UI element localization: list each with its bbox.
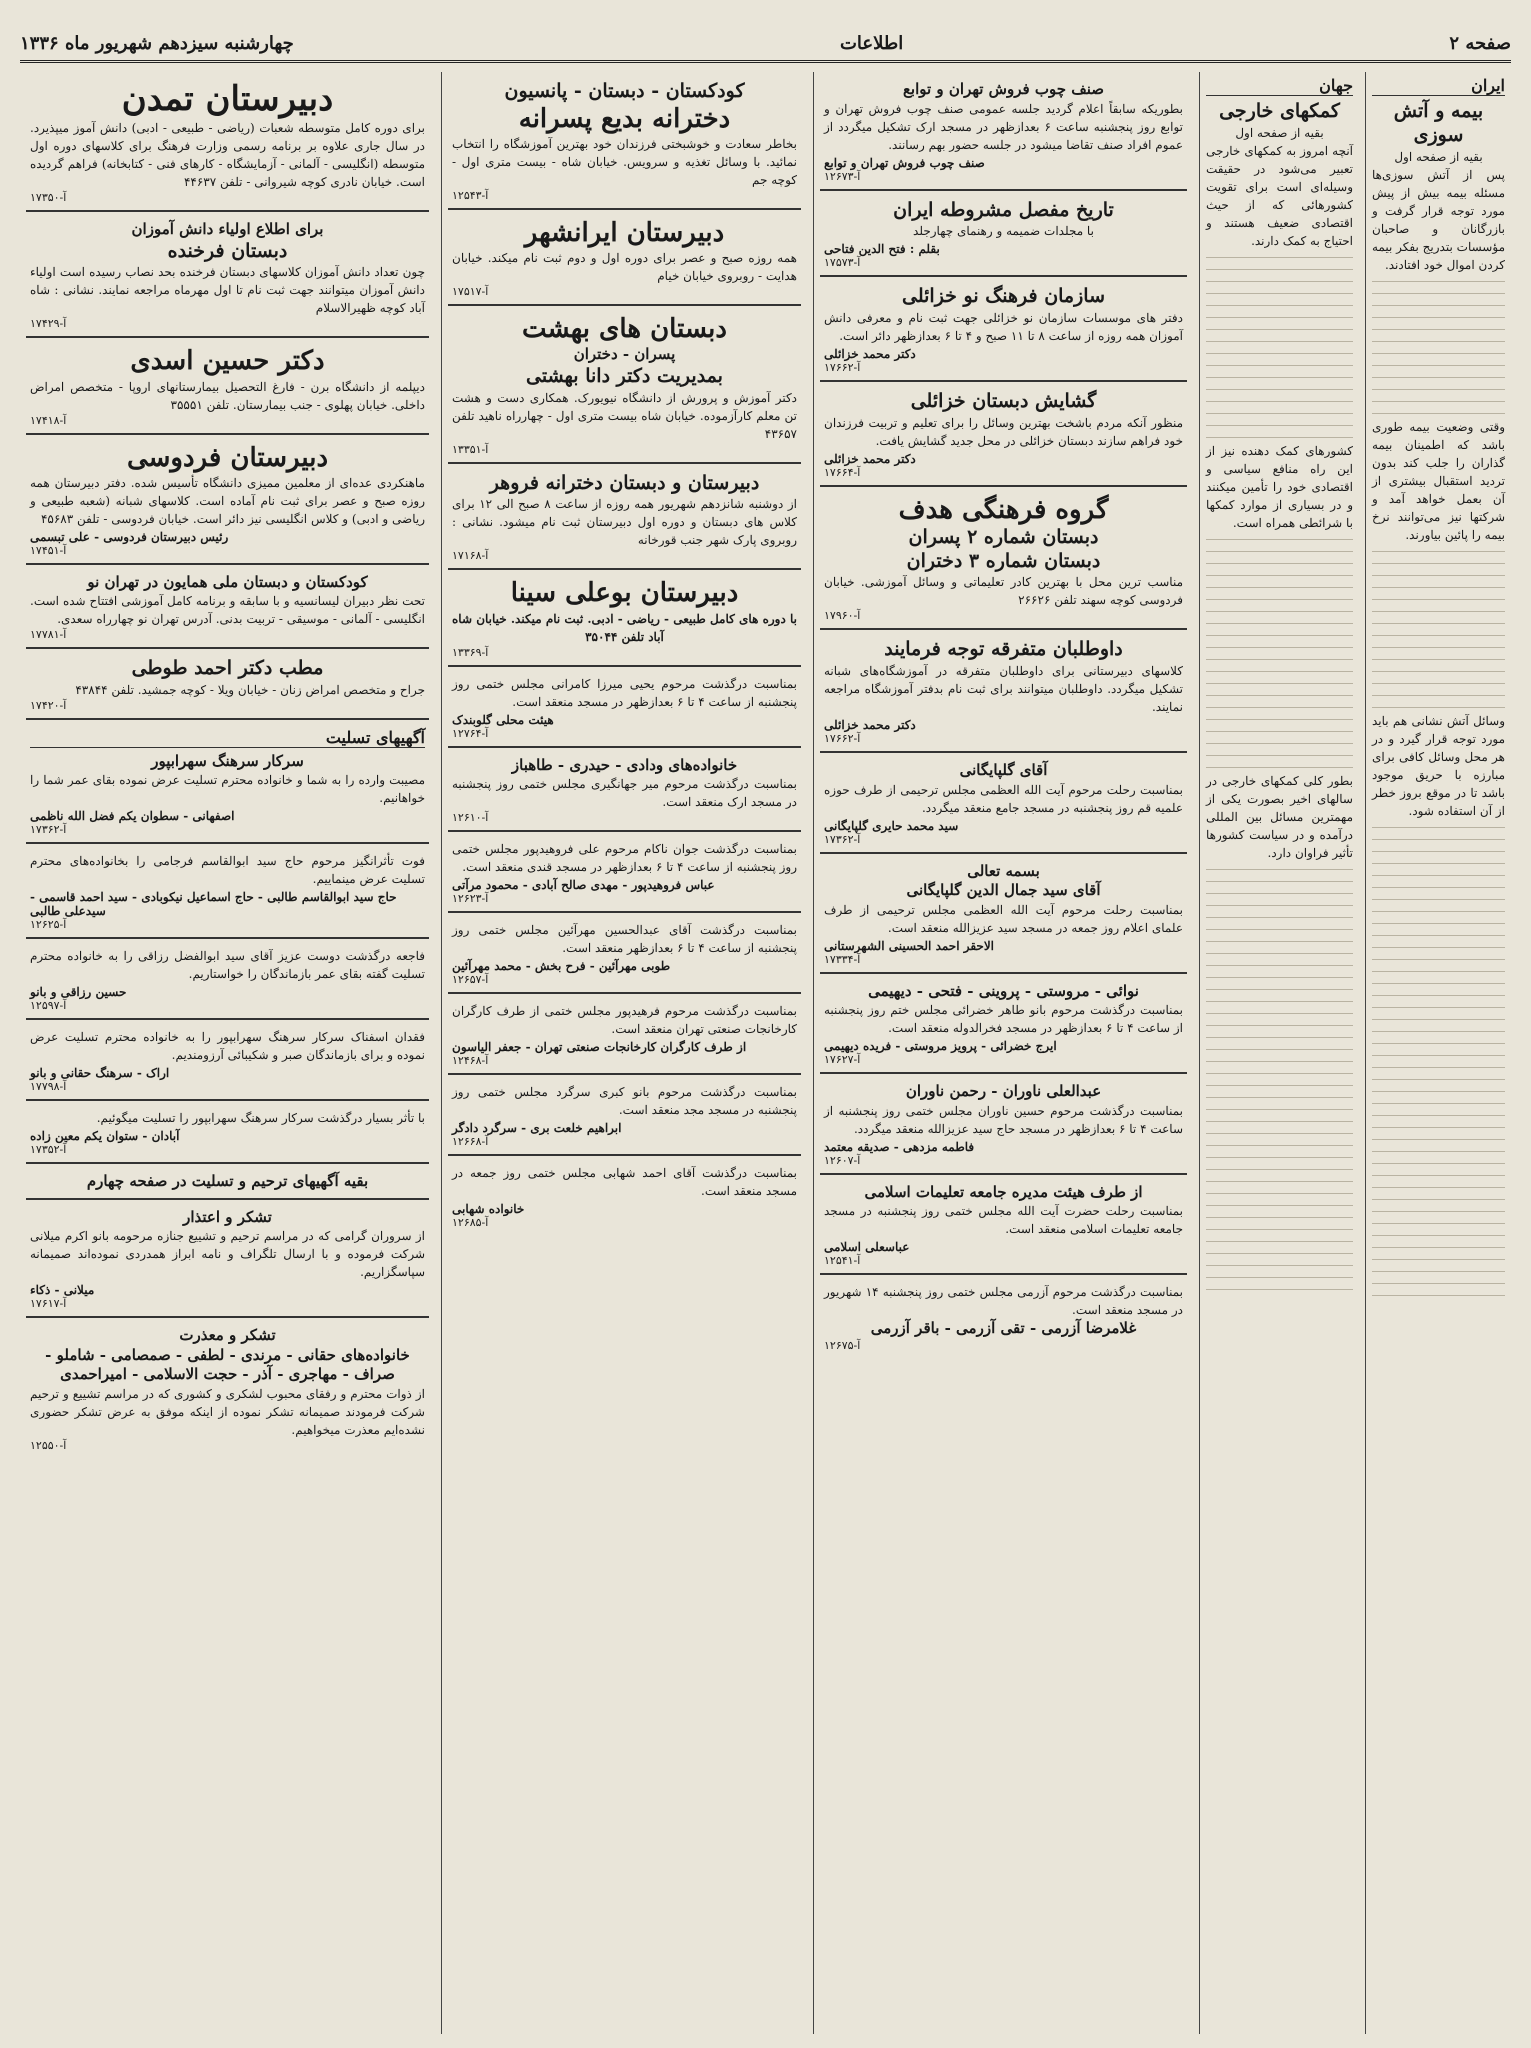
ad-text: مصیبت وارده را به شما و خانواده محترم تسلیت عرض نموده بقای عمر شما را خواهانیم. xyxy=(30,773,425,806)
ad-title: دبیرستان فردوسی xyxy=(126,442,329,473)
ad-title: دبستان های بهشت xyxy=(522,314,727,345)
ad-text: بمناسبت درگذشت مرحوم یحیی میرزا کامرانی مجلس ختمی روز پنجشنبه از ساعت ۴ تا ۶ بعدازظهر در مسجد منعقد است. xyxy=(452,676,797,709)
ad-text: بمناسبت درگذشت مرحوم میر جهانگیری مجلس ختمی روز پنجشنبه در مسجد ارک منعقد است. xyxy=(452,777,797,809)
ad-text: کلاسهای دبیرستانی برای داوطلبان متفرقه در آموزشگاه‌های شبانه تشکیل میگردد. داوطلبان میتوانند برای ثبت نام بدفتر آموزشگاه مراجعه نمایند. xyxy=(824,664,1183,715)
ad-ref: ۱۷۶۶۲-آ xyxy=(824,732,861,746)
ad-signature: دکتر محمد خزائلی xyxy=(824,347,916,361)
ad-subtitle: پسران - دختران xyxy=(573,345,676,364)
ad-title: صنف چوب فروش تهران و توابع xyxy=(902,80,1105,98)
ad-signature: بقلم : فتح الدین فتاحی xyxy=(824,242,940,257)
ad-title: تشکر و اعتذار xyxy=(183,1207,272,1226)
ad-ref: ۱۷۶۱۷-آ xyxy=(30,1297,67,1311)
ad-ref: ۱۷۵۱۷-آ xyxy=(452,285,489,299)
page-number: صفحه ۲ xyxy=(1449,32,1511,54)
ad-ref: ۱۲۵۵۰-آ xyxy=(30,1438,67,1452)
ad-signature: ایرج خضرائی - پرویز مروستی - فریده دیهیمی xyxy=(824,1039,1057,1054)
article-paragraph: پس از آتش سوزی‌ها مسئله بیمه بیش از پیش مورد توجه قرار گرفت و بازرگانان و صاحبان مؤسسات بتدریج بفکر بیمه کردن اموال خود افتادند. xyxy=(1372,167,1505,272)
ad-block xyxy=(448,752,801,833)
ad-block xyxy=(820,1279,1187,1358)
ad-ref: ۱۷۶۶۲-آ xyxy=(824,361,861,374)
ad-block xyxy=(26,1105,429,1164)
ad-block xyxy=(820,1179,1187,1276)
ad-block xyxy=(448,998,801,1075)
ad-block xyxy=(448,214,801,306)
ad-title: داوطلبان متفرقه توجه فرمایند xyxy=(884,638,1123,661)
ad-text: بطوریکه سابقاً اعلام گردید جلسه عمومی صنف چوب فروش تهران و توابع روز پنجشنبه ساعت ۶ بعدازظهر در مسجد ارک تشکیل میگردد از عموم افراد صنف تقاضا میشود در جلسه حضور بهم رسانند. xyxy=(824,101,1183,152)
ad-block xyxy=(820,386,1187,487)
ad-title: دبستان فرخنده xyxy=(167,239,288,262)
ad-block xyxy=(448,671,801,748)
column-iran xyxy=(1365,72,1511,2034)
ad-ref: ۱۷۶۲۷-آ xyxy=(824,1053,861,1067)
ad-lead: برای اطلاع اولیاء دانش آموزان xyxy=(131,220,324,239)
ad-text: همه روزه صبح و عصر برای دوره اول و دوم ثبت نام میکند. خیابان هدایت - روبروی خیابان خیام xyxy=(452,251,797,284)
ad-text: بمناسبت درگذشت مرحوم بانو طاهر خضرائی مجلس ختم روز پنجشنبه از ساعت ۴ تا ۶ بعدازظهر در مسجد فخرالدوله منعقد است. xyxy=(824,1003,1183,1036)
ad-text: فاجعه درگذشت دوست عزیز آقای سید ابوالفضل رزاقی را به خانواده محترم تسلیت گفته بقای عمر بازماندگان را خواستاریم. xyxy=(30,949,425,982)
ad-block xyxy=(26,76,429,212)
ad-title: تشکر و معذرت xyxy=(179,1326,276,1345)
ad-block xyxy=(820,1078,1187,1175)
ad-text: بمناسبت درگذشت مرحوم آزرمی مجلس ختمی روز پنجشنبه ۱۴ شهریور در مسجد منعقد است. xyxy=(824,1285,1183,1318)
ad-signature: عباسعلی اسلامی xyxy=(824,1240,910,1255)
ad-ref: ۱۷۷۸۱-آ xyxy=(30,628,67,642)
ad-ref: ۱۲۶۷۳-آ xyxy=(824,169,861,183)
ad-ref: ۱۷۴۱۸-آ xyxy=(30,413,67,427)
ad-text: بمناسبت درگذشت مرحوم حسین ناوران مجلس ختمی روز پنجشنبه از ساعت ۴ تا ۶ بعدازظهر در مسجد حاج سید عزیزالله منعقد میگردد. xyxy=(824,1103,1183,1136)
ad-signature: سید محمد حایری گلپایگانی xyxy=(824,818,959,833)
ad-block xyxy=(26,216,429,338)
ad-signature: طوبی مهرآئین - فرح بخش - محمد مهرآئین xyxy=(452,959,671,973)
ad-block xyxy=(26,724,429,845)
ad-ref: ۱۲۴۶۸-آ xyxy=(452,1054,489,1067)
ad-title: سازمان فرهنگ نو خزائلی xyxy=(902,285,1105,308)
ad-block xyxy=(448,468,801,571)
ad-signature: فاطمه مزدهی - صدیقه معتمد xyxy=(824,1139,975,1154)
ad-title: تاریخ مفصل مشروطه ایران xyxy=(893,198,1114,221)
issue-date: چهارشنبه سیزدهم شهریور ماه ۱۳۳۶ xyxy=(20,32,294,54)
ad-text: از ذوات محترم و رفقای محبوب لشکری و کشوری که در مراسم تشییع و ترحیم شرکت فرمودند صمیمانه تشکر نموده از اینکه موفق به عرض تشکر حضوری نشده‌ایم معذرت میخواهیم. xyxy=(30,1386,425,1437)
ad-signature: میلانی - ذکاء xyxy=(30,1283,95,1298)
ad-signature: حسین رزاقی و بانو xyxy=(30,985,127,1000)
ad-ref: ۱۲۵۴۱-آ xyxy=(824,1254,861,1268)
ad-subtitle: بمدیریت دکتر دانا بهشتی xyxy=(526,364,723,387)
ad-block xyxy=(820,195,1187,278)
ad-ref: ۱۷۳۶۲-آ xyxy=(30,823,67,837)
ad-text: با مجلدات ضمیمه و رهنمای چهارجلد xyxy=(913,224,1094,239)
ad-block xyxy=(820,76,1187,191)
ad-block xyxy=(448,574,801,666)
ad-title: از طرف هیئت مدیره جامعه تعلیمات اسلامی xyxy=(864,1182,1143,1201)
text-block xyxy=(1372,827,1505,1300)
ad-block xyxy=(448,310,801,463)
ad-signature: دکتر محمد خزائلی xyxy=(824,451,916,466)
ad-ref: ۱۲۶۸۵-آ xyxy=(452,1216,489,1229)
ad-signature: عباس فروهیدپور - مهدی صالح آبادی - محمود مرآتی xyxy=(452,878,715,892)
ad-title: دکتر حسین اسدی xyxy=(130,346,325,377)
ad-ref: ۱۲۶۶۸-آ xyxy=(452,1135,489,1148)
article-lead: بقیه از صفحه اول xyxy=(1394,149,1483,164)
ad-title: گشایش دبستان خزائلی xyxy=(910,390,1097,412)
ad-block xyxy=(26,569,429,650)
section-label: جهان xyxy=(1206,76,1353,96)
column-world xyxy=(1199,72,1359,2034)
article-title: بیمه و آتش سوزی xyxy=(1393,100,1484,146)
ad-subtitle: دبستان شماره ۳ دختران xyxy=(906,549,1101,572)
ad-block xyxy=(820,757,1187,854)
ad-text: با دوره های کامل طبیعی - ریاضی - ادبی. ثبت نام میکند. خیابان شاه آباد تلفن ۳۵۰۴۴ xyxy=(452,611,797,644)
article-lead: بقیه از صفحه اول xyxy=(1235,125,1324,140)
ad-block xyxy=(820,281,1187,382)
section-label: ایران xyxy=(1372,76,1505,96)
ad-ref: ۱۷۵۷۳-آ xyxy=(824,256,861,270)
ad-block xyxy=(26,943,429,1020)
ad-block xyxy=(820,634,1187,753)
ad-text: ماهنکردی عده‌ای از معلمین ممیزی دانشگاه تأسیس شده. دفتر دبیرستان همه روزه صبح و عصر برای ثبت نام آماده است. کلاسهای شبانه (شعبه طبیعی و ریاضی و ادبی) و کلاس انگلیسی نیز دائر است. خیابان فردوسی - تلفن ۴۵۶۸۳ xyxy=(30,475,425,526)
ad-ref: ۱۲۶۱۰-آ xyxy=(452,811,489,824)
ad-title: آقای گلپایگانی xyxy=(959,761,1048,780)
article-paragraph: کشورهای کمک دهنده نیز از این راه منافع سیاسی و اقتصادی خود را تأمین میکنند و در بسیاری از موارد کمکها با شرائطی همراه است. xyxy=(1206,443,1353,530)
ad-block xyxy=(26,1168,429,1200)
ad-block xyxy=(820,978,1187,1075)
ad-block xyxy=(26,1024,429,1101)
ad-text: دکتر آموزش و پرورش از دانشگاه نیویورک. همکاری دست و هشت تن معلم کارآزموده. خیابان شاه بیست متری اول - چهارراه ناهید تلفن ۴۳۶۵۷ xyxy=(452,390,797,441)
column-ads-3 xyxy=(813,72,1193,2034)
ad-text: بمناسبت درگذشت مرحوم بانو کبری سرگرد مجلس ختمی روز پنجشنبه در مسجد مجد منعقد است. xyxy=(452,1085,797,1117)
ad-block xyxy=(448,1160,801,1235)
ad-ref: ۱۲۶۰۷-آ xyxy=(824,1153,861,1167)
ad-signature: هیئت محلی گلوبندک xyxy=(452,712,554,727)
ad-title: سرکار سرهنگ سهرابپور xyxy=(151,751,304,770)
article-paragraph: وقتی وضعیت بیمه طوری باشد که اطمینان بیمه گذاران را جلب کند بدون تردید استقبال بیشتری از آن بعمل خواهد آمد و شرکتها نیز می‌توانند نرخ بیمه را پائین بیاورند. xyxy=(1372,419,1505,542)
text-block xyxy=(1372,281,1505,418)
ad-text: بمناسبت درگذشت آقای عبدالحسین مهرآئین مجلس ختمی روز پنجشنبه از ساعت ۴ تا ۶ بعدازظهر منعقد است. xyxy=(452,923,797,955)
ad-ref: ۱۲۶۲۳-آ xyxy=(452,892,489,905)
ad-text: چون تعداد دانش آموزان کلاسهای دبستان فرخنده بحد نصاب رسیده است اولیاء دانش آموزان میتوانند جهت ثبت نام تا اول مهرماه مراجعه نمایند. نشانی : شاه آباد کوچه ظهیرالاسلام xyxy=(30,265,425,316)
ad-title: خانواده‌های ودادی - حیدری - طاهباز xyxy=(511,755,738,774)
ad-text: با تأثر بسیار درگذشت سرکار سرهنگ سهرابپور را تسلیت میگوئیم. xyxy=(96,1111,425,1126)
ad-block xyxy=(820,858,1187,974)
ad-title: غلامرضا آزرمی - تقی آزرمی - باقر آزرمی xyxy=(870,1319,1137,1338)
ad-ref: ۱۷۴۲۰-آ xyxy=(30,698,67,712)
ad-block xyxy=(26,439,429,565)
paper-name: اطلاعات xyxy=(839,32,904,54)
ad-subtitle: دبستان شماره ۲ پسران xyxy=(908,525,1099,548)
text-block xyxy=(1206,257,1353,442)
ad-ref: ۱۷۳۳۴-آ xyxy=(824,952,861,966)
ad-text: مناسب ترین محل با بهترین کادر تعلیماتی و وسائل آموزشی. خیابان فردوسی کوچه سهند تلفن ۲۶۶۲۶ xyxy=(824,575,1183,608)
text-block xyxy=(1372,551,1505,712)
ad-title: بقیه آگهیهای ترحیم و تسلیت در صفحه چهارم xyxy=(86,1172,369,1191)
ad-text: بمناسبت درگذشت آقای احمد شهابی مجلس ختمی روز جمعه در مسجد منعقد است. xyxy=(452,1166,797,1198)
ad-block xyxy=(448,917,801,994)
ad-title: کودکستان - دبستان - پانسیون xyxy=(504,80,745,102)
ad-text: از سروران گرامی که در مراسم ترحیم و تشییع جنازه مرحومه بانو اکرم میلانی شرکت فرموده و با ارسال تلگراف و نامه ابراز همدردی نموده‌اند صمیمانه سپاسگزاریم. xyxy=(30,1229,425,1280)
ad-signature: صنف چوب فروش تهران و توابع xyxy=(824,155,985,170)
ad-title: مطب دکتر احمد طوطی xyxy=(131,657,324,680)
ad-text: فوت تأثرانگیز مرحوم حاج سید ابوالقاسم فرجامی را بخانواده‌های محترم تسلیت عرض مینماییم. xyxy=(30,854,425,887)
ad-ref: ۱۷۷۹۸-آ xyxy=(30,1080,67,1094)
ad-ref: ۱۷۹۶۰-آ xyxy=(824,609,861,623)
ad-ref: ۱۲۵۴۳-آ xyxy=(452,188,489,202)
ad-text: بخاطر سعادت و خوشبختی فرزندان خود بهترین آموزشگاه را انتخاب نمائید. با وسائل تغذیه و سرویس. خیابان شاه - بیست متری اول - کوچه جم xyxy=(452,136,797,187)
ad-block xyxy=(26,1322,429,1458)
ad-signature: آبادان - ستوان یکم معین زاده xyxy=(30,1129,180,1144)
article-title: کمکهای خارجی xyxy=(1219,100,1340,122)
ad-text: بمناسبت درگذشت مرحوم فرهیدپور مجلس ختمی از طرف کارگران کارخانجات صنعتی تهران منعقد است. xyxy=(452,1004,797,1036)
ad-subtitle: دخترانه بدیع پسرانه xyxy=(518,103,731,134)
ad-text: جراح و متخصص امراض زنان - خیابان ویلا - کوچه جمشید. تلفن ۴۳۸۴۴ xyxy=(75,682,425,697)
ad-title: دبیرستان و دبستان دخترانه فروهر xyxy=(489,471,760,494)
column-ads-4 xyxy=(441,72,807,2034)
ad-signature: خانواده شهابی xyxy=(452,1202,525,1216)
column-ads-5 xyxy=(20,72,435,2034)
ad-ref: ۱۳۳۶۹-آ xyxy=(452,645,489,659)
ad-signature: از طرف کارگران کارخانجات صنعتی تهران - جعفر الیاسون xyxy=(452,1040,747,1054)
text-block xyxy=(1206,869,1353,1294)
ad-ref: ۱۲۷۶۴-آ xyxy=(452,726,489,740)
ad-signature: رئیس دبیرستان فردوسی - علی تبسمی xyxy=(30,529,229,544)
ad-ref: ۱۷۱۶۸-آ xyxy=(452,549,489,563)
section-label: آگهیهای تسلیت xyxy=(30,728,425,748)
ad-text: دیپلمه از دانشگاه برن - فارغ التحصیل بیمارستانهای اروپا - متخصص امراض داخلی. خیابان پهلوی - جنب بیمارستان. تلفن ۳۵۵۵۱ xyxy=(30,379,425,412)
article-paragraph: آنچه امروز به کمکهای خارجی تعبیر می‌شود در حقیقت وسیله‌ای است برای تقویت کشورهائی که از حیث اقتصادی ضعیف هستند و احتیاج به کمک دارند. xyxy=(1206,143,1353,248)
ad-text: فقدان اسفناک سرکار سرهنگ سهرابپور را به خانواده محترم تسلیت عرض نموده و برای بازماندگان صبر و شکیبائی آرزومندیم. xyxy=(30,1030,425,1063)
article-paragraph: بطور کلی کمکهای خارجی در سالهای اخیر بصورت یکی از مهمترین مسائل بین المللی درآمده و در سیاست کشورها تأثیر فراوان دارد. xyxy=(1206,773,1353,860)
ad-ref: ۱۷۳۵۰-آ xyxy=(30,191,67,205)
ad-signature: حاج سید ابوالقاسم طالبی - حاج اسماعیل نیکوبادی - سید احمد قاسمی - سیدعلی طالبی xyxy=(30,890,397,919)
ad-block xyxy=(448,836,801,913)
ad-block xyxy=(820,491,1187,631)
ad-text: تحت نظر دبیران لیسانسیه و با سابقه و برنامه کامل آموزشی افتتاح شده است. انگلیسی - آلمانی - موسیقی - تربیت بدنی. آدرس تهران نو چهارراه سعدی. xyxy=(30,594,425,627)
ad-title: بسمه تعالی xyxy=(967,861,1040,880)
ad-title: عبدالعلی ناوران - رحمن ناوران xyxy=(905,1082,1102,1101)
ad-block xyxy=(26,342,429,434)
ad-ref: ۱۷۴۵۱-آ xyxy=(30,543,67,557)
ad-text: منظور آنکه مردم باشخت بهترین وسائل را برای تعلیم و تربیت فرزندان خود فراهم سازند دبستان خزائلی در محل جدید گشایش یافت. xyxy=(824,415,1183,448)
ad-signature: اراک - سرهنگ حقانی و بانو xyxy=(30,1066,170,1081)
ad-block xyxy=(448,76,801,210)
ad-ref: ۱۲۶۷۵-آ xyxy=(824,1338,861,1352)
ad-title: دبیرستان ایرانشهر xyxy=(524,217,725,248)
ad-ref: ۱۷۳۵۲-آ xyxy=(30,1143,67,1157)
ad-text: بمناسبت رحلت حضرت آیت الله مجلس ختمی روز پنجشنبه در مسجد جامعه تعلیمات اسلامی منعقد است. xyxy=(824,1204,1183,1237)
ad-text: دفتر های موسسات سازمان نو خزائلی جهت ثبت نام و معرفی دانش آموزان همه روزه از ساعت ۸ تا ۱۱ صبح و ۴ تا ۶ بعدازظهر دائر است. xyxy=(824,311,1183,343)
ad-text: از دوشنبه شانزدهم شهریور همه روزه از ساعت ۸ صبح الی ۱۲ برای کلاس های دبستان و دوره اول دبیرستان ثبت نام میشود. نشانی : روبروی پارک شهر جنب قورخانه xyxy=(452,497,797,548)
text-block xyxy=(1206,539,1353,772)
ad-title: دبیرستان تمدن xyxy=(121,79,334,119)
ad-block xyxy=(448,1079,801,1156)
ad-text: بمناسبت رحلت مرحوم آیت الله العظمی مجلس ترحیمی از طرف علمای اعلام روز جمعه در مسجد سید عزیزالله منعقد است. xyxy=(824,902,1183,935)
ad-text: بمناسبت رحلت مرحوم آیت الله العظمی مجلس ترحیمی از طرف حوزه علمیه قم روز پنجشنبه در مسجد جامع منعقد میگردد. xyxy=(824,782,1183,815)
ad-ref: ۱۲۶۲۵-آ xyxy=(30,918,67,932)
ad-subtitle: خانواده‌های حقانی - مرندی - لطفی - صمصامی - شاملو - صراف - مهاجری - آذر - حجت الاسلامی - امیراحمدی xyxy=(45,1345,410,1384)
ad-title: گروه فرهنگی هدف xyxy=(898,494,1109,525)
ad-title: نوائی - مروستی - پروینی - فتحی - دیهیمی xyxy=(868,981,1139,1000)
ad-block xyxy=(26,653,429,720)
ad-signature: الاحقر احمد الحسینی الشهرستانی xyxy=(824,938,995,953)
ad-block xyxy=(26,1204,429,1319)
ad-text: بمناسبت درگذشت جوان ناکام مرحوم علی فروهیدپور مجلس ختمی روز پنجشنبه از ساعت ۴ تا ۶ بعدازظهر در مسجد قندی منعقد است. xyxy=(452,842,797,874)
ad-ref: ۱۲۵۹۷-آ xyxy=(30,999,67,1013)
ad-signature: دکتر محمد خزائلی xyxy=(824,718,916,733)
ad-ref: ۱۷۴۲۹-آ xyxy=(30,317,67,331)
ad-ref: ۱۷۶۶۴-آ xyxy=(824,465,861,479)
ad-text: برای دوره کامل متوسطه شعبات (ریاضی - طبیعی - ادبی) دانش آموز میپذیرد. در سال جاری علاوه بر برنامه رسمی وزارت فرهنگ برای کلاسهای دوره اول متوسطه (انگلیسی - آلمانی - آزمایشگاه - کارهای فنی - کتابخانه) فراهم گردیده است. خیابان نادری کوچه شیروانی - تلفن ۴۴۶۳۷ xyxy=(30,121,425,190)
ad-block xyxy=(26,848,429,939)
ad-title: کودکستان و دبستان ملی همایون در تهران نو xyxy=(87,572,368,591)
ad-ref: ۱۷۳۶۲-آ xyxy=(824,832,861,846)
ad-ref: ۱۲۶۵۷-آ xyxy=(452,973,489,986)
ad-ref: ۱۳۳۵۱-آ xyxy=(452,442,489,456)
ad-title: دبیرستان بوعلی سینا xyxy=(510,578,739,609)
ad-signature: ابراهیم خلعت بری - سرگرد دادگر xyxy=(452,1121,622,1135)
ad-subtitle: آقای سید جمال الدین گلپایگانی xyxy=(906,881,1101,900)
article-paragraph: وسائل آتش نشانی هم باید مورد توجه قرار گیرد و در هر محل وسائل کافی برای مبارزه با حریق موجود باشد تا در موقع بروز خطر از آن استفاده شود. xyxy=(1372,713,1505,818)
page-header xyxy=(20,26,1511,63)
ad-signature: اصفهانی - سطوان یکم فضل الله ناظمی xyxy=(30,809,235,824)
